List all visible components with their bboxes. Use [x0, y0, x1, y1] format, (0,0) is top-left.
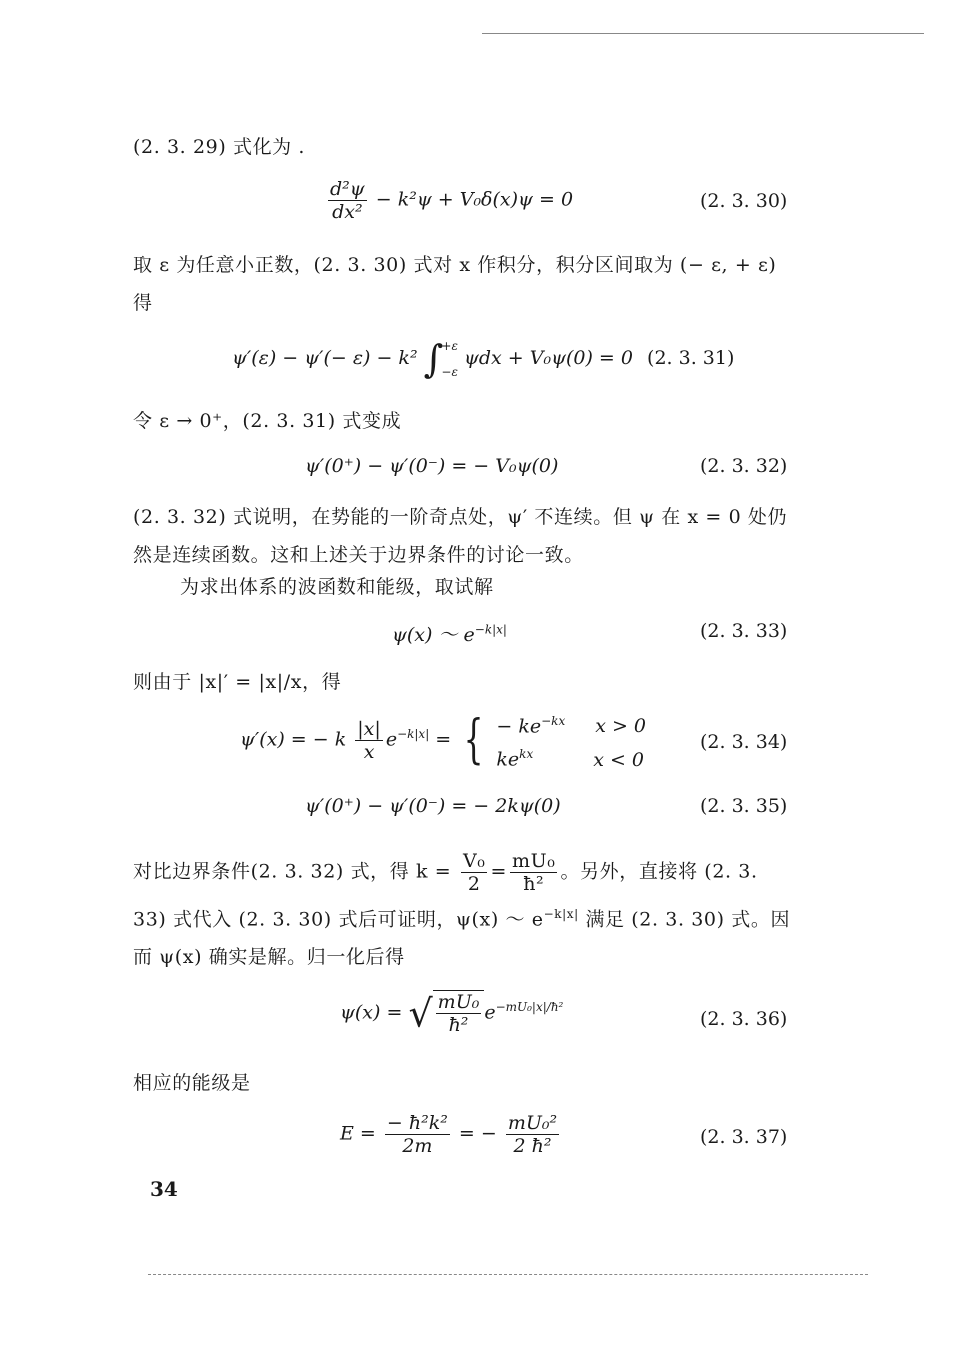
top-rule: [482, 33, 924, 34]
equation-2-3-30: $\frac{\text{d²ψ}}{\text{dx²}}$ − k²ψ + V₀δ(x)ψ = 0 (2. 3. 30): [330, 178, 788, 223]
equation-number: (2. 3. 32): [700, 455, 788, 477]
equation-2-3-37: E = $\frac{\text{− ħ²k²}}{2m}$ = − $\frac{\text{mU₀²}}{\text{2 ħ²}}$ (2. 3. 37): [340, 1112, 788, 1157]
paragraph-2: 取 ε 为任意小正数，(2. 3. 30) 式对 x 作积分，积分区间取为 (− ε, + ε) 得: [133, 254, 777, 314]
equation-2-3-34: ψ′(x) = − k $\frac{|x|}{x}$ $e^{-k|x|}$ = { − $ke^{-kx}$ x > 0 $ke^{kx}$ x < 0 (2. 3. 34): [240, 710, 788, 771]
equation-number: (2. 3. 30): [700, 190, 788, 212]
equation-number: (2. 3. 36): [700, 1008, 788, 1030]
equation-2-3-33: ψ(x) ～ $e^{-k|x|}$ (2. 3. 33): [392, 620, 788, 646]
equation-number: (2. 3. 37): [700, 1126, 788, 1148]
equation-2-3-32: ψ′(0⁺) − ψ′(0⁻) = − V₀ψ(0) (2. 3. 32): [305, 455, 788, 477]
equation-number: (2. 3. 34): [700, 731, 788, 753]
paragraph-1: (2. 3. 29) 式化为 .: [133, 136, 306, 158]
equation-2-3-35: ψ′(0⁺) − ψ′(0⁻) = − 2kψ(0) (2. 3. 35): [305, 795, 788, 817]
equation-number: (2. 3. 35): [700, 795, 788, 817]
equation-number: (2. 3. 33): [700, 620, 788, 642]
page-number: 34: [150, 1177, 178, 1201]
paragraph-6: 则由于 |x|′ = |x|/x，得: [133, 671, 342, 693]
paragraph-4: (2. 3. 32) 式说明，在势能的一阶奇点处，ψ′ 不连续。但 ψ 在 x = 0 处仍然是连续函数。这和上述关于边界条件的讨论一致。: [133, 506, 788, 566]
paragraph-7: 对比边界条件(2. 3. 32) 式，得 k = $\frac{\text{V₀}}{2}$ = $\frac{\text{mU₀}}{\text{ħ²}}$ 。另外，直接将 (2. 3. 33) 式代入 (2. 3. 30) 式后可证明，ψ(x) ～ $e^{-k|x|}$ 满足 (2. 3. 30) 式。因而 ψ(x) 确实是解。归一化后得: [133, 850, 791, 969]
equation-2-3-31: ψ′(ε) − ψ′(− ε) − k² ∫ +ε −ε ψdx + V₀ψ(0) = 0 (2. 3. 31): [232, 337, 735, 381]
bottom-rule: [148, 1274, 868, 1275]
equation-2-3-36: ψ(x) = √ $\frac{\text{mU₀}}{\text{ħ²}}$ $e^{-mU_0|x|/ħ^2}$ (2. 3. 36): [340, 991, 788, 1036]
paragraph-5: 为求出体系的波函数和能级，取试解: [180, 576, 494, 598]
paragraph-3: 令 ε → 0⁺，(2. 3. 31) 式变成: [133, 410, 402, 432]
equation-number: (2. 3. 31): [647, 347, 735, 369]
paragraph-8: 相应的能级是: [133, 1072, 251, 1094]
